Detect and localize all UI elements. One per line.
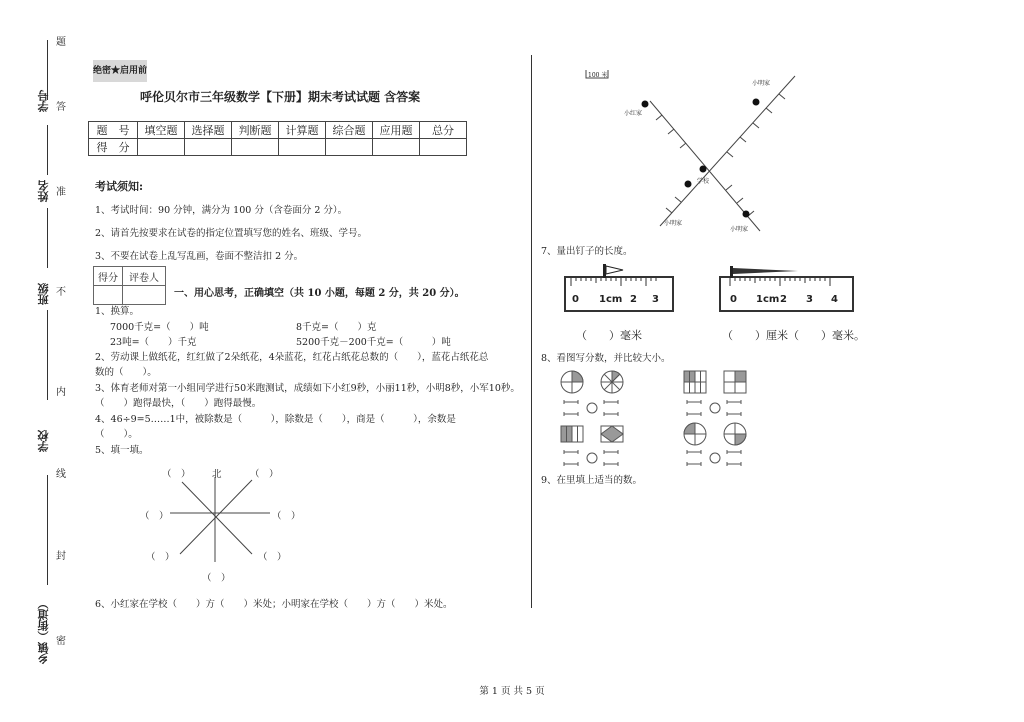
seal-char: 密 — [56, 636, 66, 647]
scale-label: 100 米 — [588, 72, 608, 79]
compare-circle[interactable] — [710, 453, 720, 463]
compass-blank-e[interactable]: （ ） — [272, 511, 301, 522]
seal-char: 准 — [56, 187, 66, 198]
note-item: 3、不要在试卷上乱写乱画，卷面不整洁扣 2 分。 — [95, 251, 304, 262]
grader-score-label: 得分 — [94, 267, 123, 286]
seal-char: 线 — [56, 469, 66, 480]
score-table — [88, 121, 467, 156]
score-cell: 判断题 — [232, 122, 279, 139]
compare-circle[interactable] — [587, 403, 597, 413]
question-7-answer-2[interactable]: （ ）厘米（ ）毫米。 — [722, 329, 865, 342]
question-9-title: 9、在里填上适当的数。 — [541, 475, 643, 486]
question-7-answer-1[interactable]: （ ）毫米 — [576, 329, 642, 342]
note-item: 1、考试时间：90 分钟，满分为 100 分（含卷面分 2 分）。 — [95, 205, 348, 216]
name-label: 姓名 — [37, 180, 50, 202]
score-input-cell[interactable] — [326, 139, 373, 156]
compare-circle[interactable] — [587, 453, 597, 463]
seal-char: 封 — [56, 551, 66, 562]
school-label: 学校 — [37, 430, 50, 452]
grader-score-cell[interactable] — [94, 286, 123, 305]
seal-char-top: 题 — [56, 37, 66, 48]
ruler-2-graphic — [718, 262, 858, 314]
compass-blank-se[interactable]: （ ） — [258, 552, 287, 563]
ruler-1 — [563, 262, 678, 314]
ruler-tick-label: 4 — [831, 294, 838, 305]
route-line-2 — [660, 76, 795, 226]
xiaoming-home-label: 小明家 — [752, 80, 771, 87]
fraction-circle-1 — [561, 371, 583, 393]
column-divider — [531, 55, 532, 608]
question-5-title: 5、填一填。 — [95, 445, 149, 456]
fraction-grid-2 — [724, 371, 746, 393]
grader-reviewer-cell[interactable] — [123, 286, 166, 305]
margin-line — [47, 125, 48, 175]
score-cell: 得 分 — [89, 139, 138, 156]
question-4-line: （ ）。 — [95, 429, 138, 440]
score-cell: 题 号 — [89, 122, 138, 139]
note-item: 2、请首先按要求在试卷的指定位置填写您的姓名、班级、学号。 — [95, 228, 368, 239]
ruler-1-graphic — [563, 262, 678, 314]
score-input-cell[interactable] — [279, 139, 326, 156]
score-cell: 总分 — [420, 122, 467, 139]
xiaohong-home-dot — [642, 101, 649, 108]
nail-1 — [603, 264, 623, 278]
question-6: 6、小红家在学校（ ）方（ ）米处；小明家在学校（ ）方（ ）米处。 — [95, 599, 453, 610]
score-cell: 填空题 — [138, 122, 185, 139]
student-id-label: 学号 — [37, 90, 50, 112]
score-input-cell[interactable] — [420, 139, 467, 156]
school-dot — [700, 166, 707, 173]
ruler-tick-label: 3 — [806, 294, 813, 305]
ruler-tick-label: 3 — [652, 294, 659, 305]
ruler-tick-label: 2 — [630, 294, 637, 305]
compass-blank-nw[interactable]: （ ） — [162, 469, 191, 480]
fraction-figures — [558, 368, 758, 466]
question-7-title: 7、量出钉子的长度。 — [541, 246, 633, 257]
notes-heading: 考试须知: — [95, 180, 144, 193]
ruler-tick-label: 1cm — [756, 294, 780, 305]
compass-blank-s[interactable]: （ ） — [202, 573, 231, 584]
seal-char: 内 — [56, 387, 66, 398]
score-input-cell[interactable] — [373, 139, 420, 156]
score-table-score-row — [89, 139, 467, 156]
question-3-line: 3、体育老师对第一小组同学进行50米跑测试，成绩如下小红9秒，小丽11秒，小明8秒，小军10秒。 — [95, 383, 520, 394]
question-1-title: 1、换算。 — [95, 306, 140, 317]
score-input-cell[interactable] — [185, 139, 232, 156]
school-label: 学校 — [697, 178, 710, 185]
section-heading: 一、用心思考，正确填空（共 10 小题，每题 2 分，共 20 分）。 — [174, 288, 465, 299]
compass-line-nw-se — [182, 482, 252, 554]
exam-title: 呼伦贝尔市三年级数学【下册】期末考试试题 含答案 — [140, 90, 421, 104]
score-cell: 综合题 — [326, 122, 373, 139]
seal-char: 答 — [56, 102, 66, 113]
compare-circle[interactable] — [710, 403, 720, 413]
fraction-diamond — [601, 426, 623, 442]
compass-blank-ne[interactable]: （ ） — [250, 469, 279, 480]
xiaoming-home-label-right: 小明家 — [730, 226, 749, 233]
fraction-grid-1 — [684, 371, 706, 393]
score-input-cell[interactable] — [232, 139, 279, 156]
question-1-item: 5200千克－200千克=（ ）吨 — [296, 337, 451, 348]
confidential-badge: 绝密★启用前 — [93, 60, 147, 82]
seal-char: 不 — [56, 287, 66, 298]
compass-blank-w[interactable]: （ ） — [140, 511, 169, 522]
question-1-item: 23吨=（ ）千克 — [110, 337, 197, 348]
score-table-header-row — [89, 122, 467, 139]
fraction-circle-2 — [601, 371, 623, 393]
score-cell: 选择题 — [185, 122, 232, 139]
fraction-square-1 — [561, 426, 583, 442]
fraction-circle-3 — [684, 423, 706, 445]
question-3-line: （ ）跑得最快，（ ）跑得最慢。 — [95, 398, 262, 409]
xiaoming-home-label-bottom: 小明家 — [664, 220, 683, 227]
township-label: 乡镇（街道） — [37, 598, 50, 664]
margin-line — [47, 475, 48, 585]
score-input-cell[interactable] — [138, 139, 185, 156]
xiaohong-home-label: 小红家 — [624, 110, 643, 117]
question-4-line: 4、46÷9=5……1中，被除数是（ ），除数是（ ），商是（ ），余数是 — [95, 414, 456, 425]
class-label: 班级 — [37, 283, 50, 305]
question-1-item: 7000千克=（ ）吨 — [110, 322, 209, 333]
margin-line — [47, 208, 48, 268]
ruler-tick-label: 0 — [572, 294, 579, 305]
question-2-line: 数的（ ）。 — [95, 367, 157, 378]
ruler-tick-label: 2 — [780, 294, 787, 305]
route-line-1 — [650, 101, 760, 231]
route-ticks — [656, 94, 785, 216]
point-dot — [685, 181, 692, 188]
question-1-item: 8千克=（ ）克 — [296, 322, 377, 333]
ruler-tick-label: 0 — [730, 294, 737, 305]
margin-line — [47, 310, 48, 400]
route-map — [580, 66, 810, 236]
compass-diagram — [140, 462, 310, 587]
question-8-title: 8、看图写分数，并比较大小。 — [541, 353, 671, 364]
point-dot — [753, 99, 760, 106]
score-cell: 应用题 — [373, 122, 420, 139]
question-2-line: 2、劳动课上做纸花，红红做了2朵纸花，4朵蓝花，红花占纸花总数的（ ），蓝花占纸花总 — [95, 352, 489, 363]
point-dot — [743, 211, 750, 218]
ruler-2 — [718, 262, 858, 314]
fraction-circle-4 — [724, 423, 746, 445]
ruler-tick-label: 1cm — [599, 294, 623, 305]
grader-box — [93, 266, 166, 305]
compass-north-label: 北 — [212, 469, 222, 480]
grader-reviewer-label: 评卷人 — [123, 267, 166, 286]
page-footer: 第 1 页 共 5 页 — [479, 686, 545, 697]
compass-blank-sw[interactable]: （ ） — [146, 552, 175, 563]
score-cell: 计算题 — [279, 122, 326, 139]
